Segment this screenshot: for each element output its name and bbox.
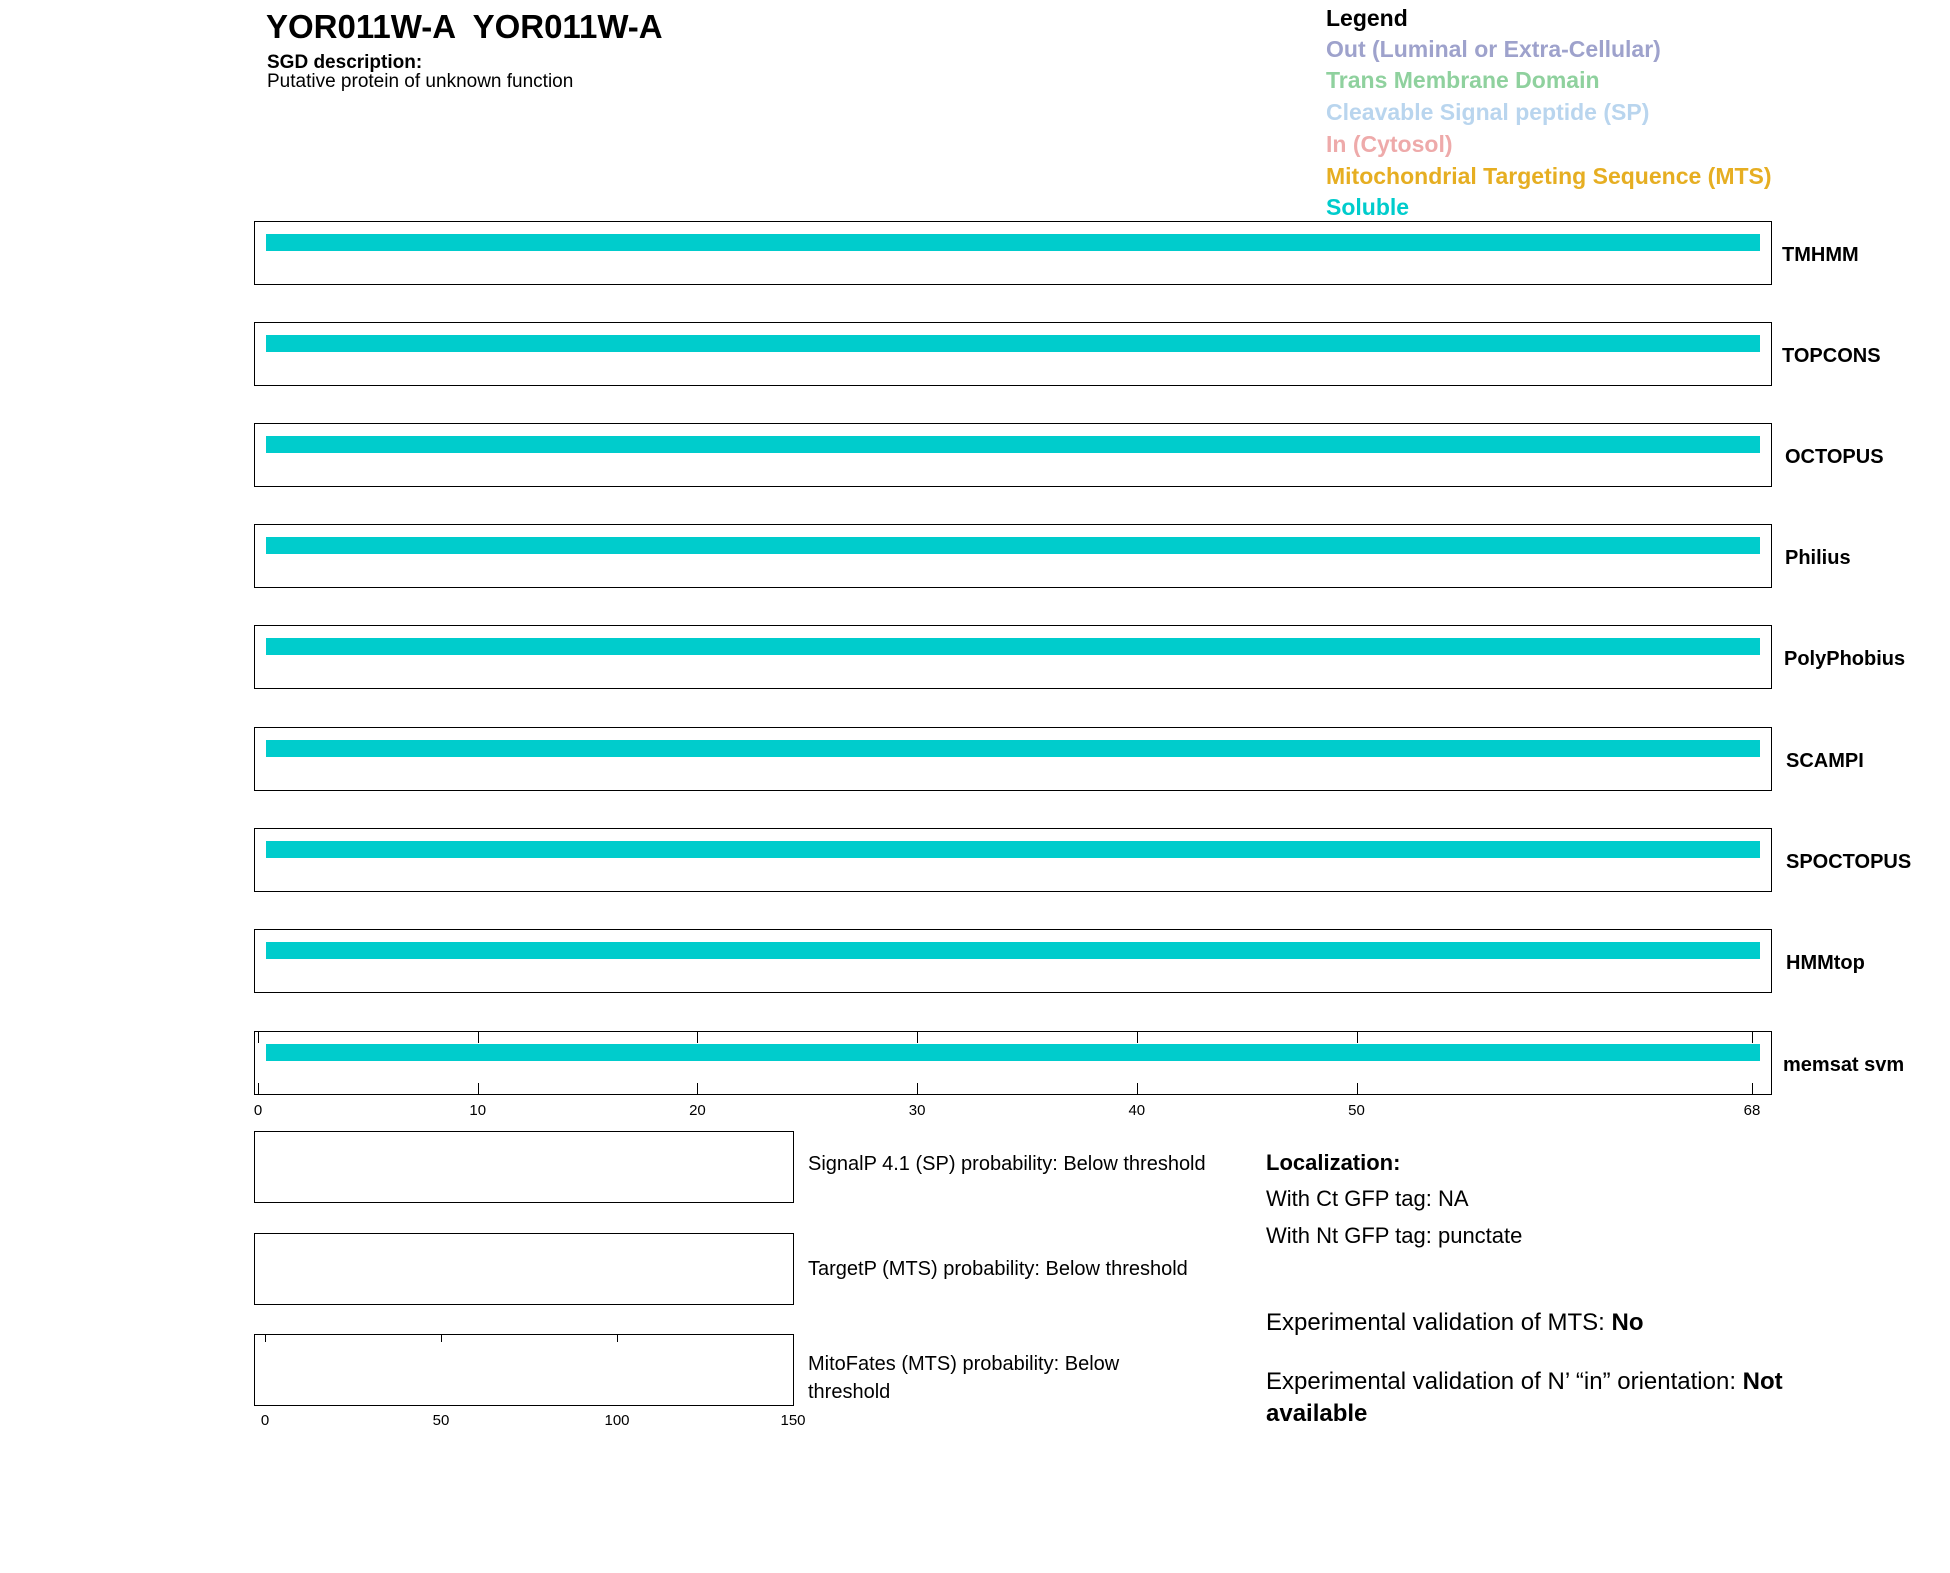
track-tmhmm [254,221,1772,285]
legend-item-mts: Mitochondrial Targeting Sequence (MTS) [1326,163,1772,189]
track-label: OCTOPUS [1785,446,1884,468]
legend-title: Legend [1326,5,1408,31]
track-label: Philius [1785,547,1851,569]
prob-x-tick-label: 150 [780,1412,806,1429]
x-tick-label: 10 [469,1102,487,1119]
track-label: HMMtop [1786,952,1865,974]
x-tick-bottom [917,1083,918,1094]
x-tick-bottom [1357,1083,1358,1094]
x-tick-bottom [478,1083,479,1094]
x-tick-label: 68 [1743,1102,1761,1119]
track-spoctopus [254,828,1772,892]
legend-item-out: Out (Luminal or Extra-Cellular) [1326,36,1661,62]
x-tick [917,1032,918,1043]
segment-soluble [266,234,1760,251]
x-tick-bottom [1752,1083,1753,1094]
mts-validation-label: Experimental validation of MTS: [1266,1309,1612,1336]
x-tick-label: 20 [689,1102,706,1119]
x-tick-bottom [697,1083,698,1094]
x-tick-label: 50 [1348,1102,1365,1119]
segment-soluble [266,436,1760,453]
nt-gfp-text: With Nt GFP tag: punctate [1266,1223,1523,1248]
segment-soluble [266,335,1760,352]
legend-item-soluble: Soluble [1326,194,1410,220]
x-tick [1137,1032,1138,1043]
x-tick-bottom [258,1083,259,1094]
x-tick-bottom [1137,1083,1138,1094]
track-octopus [254,423,1772,487]
x-tick [1357,1032,1358,1043]
ct-gfp-text: With Ct GFP tag: NA [1266,1186,1469,1211]
sgd-description-label: SGD description: [267,52,423,73]
segment-soluble [266,537,1760,554]
mts-validation [1266,1309,1643,1337]
mts-validation-value: No [1611,1309,1644,1336]
x-tick-label: 0 [253,1102,263,1119]
segment-soluble [266,841,1760,858]
x-tick-label: 40 [1128,1102,1146,1119]
x-tick [478,1032,479,1043]
track-scampi [254,727,1772,791]
track-label: TOPCONS [1782,345,1881,367]
n-in-validation [1266,1366,1866,1430]
mitofates-label: MitoFates (MTS) probability: Below threshold [808,1353,1120,1403]
track-label: SPOCTOPUS [1786,851,1912,873]
x-tick-label: 30 [908,1102,926,1119]
segment-soluble [266,638,1760,655]
protein-title: YOR011W-A YOR011W-A [266,8,663,45]
signalp-plot [254,1131,794,1203]
prob-x-tick [617,1335,618,1342]
track-hmmtop [254,929,1772,993]
track-topcons [254,322,1772,386]
track-label: memsat svm [1783,1054,1905,1076]
n-in-validation-value: Not available [1266,1368,1783,1427]
targetp-plot [254,1233,794,1305]
track-label: PolyPhobius [1784,648,1906,670]
n-in-validation-label: Experimental validation of N’ “in” orientation: [1266,1368,1743,1395]
localization-title: Localization: [1266,1150,1401,1175]
prob-x-tick [265,1335,266,1342]
sgd-description-text: Putative protein of unknown function [267,71,574,92]
mitofates-plot [254,1334,794,1406]
prob-x-tick-label: 50 [432,1412,450,1429]
prob-x-tick-label: 0 [260,1412,270,1429]
track-memsat-svm [254,1031,1772,1095]
x-tick [697,1032,698,1043]
track-polyphobius [254,625,1772,689]
legend-item-sp: Cleavable Signal peptide (SP) [1326,99,1650,125]
track-label: TMHMM [1782,244,1859,266]
legend-item-in: In (Cytosol) [1326,131,1453,157]
x-tick [258,1032,259,1043]
segment-soluble [266,740,1760,757]
prob-x-tick-label: 100 [604,1412,630,1429]
track-philius [254,524,1772,588]
track-label: SCAMPI [1786,750,1864,772]
x-tick [1752,1032,1753,1043]
segment-soluble [266,942,1760,959]
prob-x-tick [441,1335,442,1342]
targetp-label: TargetP (MTS) probability: Below threshold [808,1258,1188,1280]
segment-soluble [266,1044,1760,1061]
signalp-label: SignalP 4.1 (SP) probability: Below threshold [808,1153,1206,1175]
legend-item-tm: Trans Membrane Domain [1326,67,1600,93]
